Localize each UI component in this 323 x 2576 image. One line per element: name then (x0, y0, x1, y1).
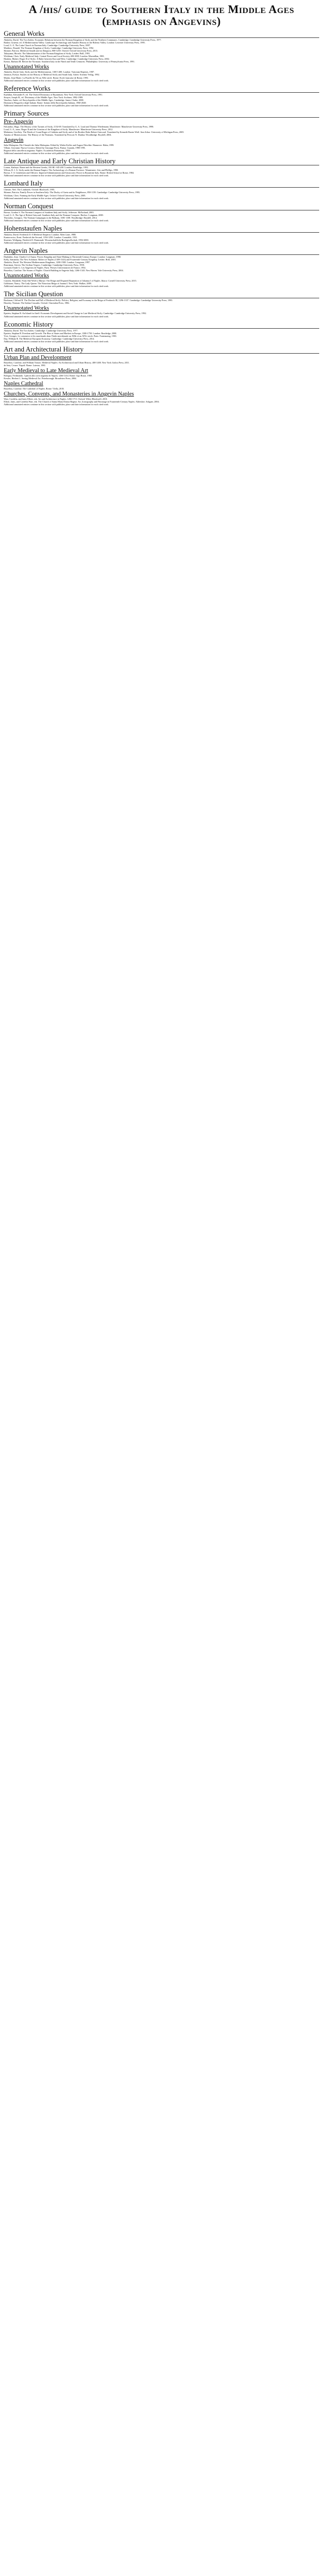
section-title: Hohenstaufen Naples (4, 225, 319, 233)
section-title: Late Antique and Early Christian History (4, 157, 319, 165)
section-annotation: Additional annotated entries continue in this section with publisher, place and date information for each cited work. (4, 315, 109, 318)
bibliography-entry: Housley, Norman. The Italian Crusades. Oxford: Clarendon Press, 1982. (4, 302, 70, 305)
bibliography-entry: Skinner, Patricia. Family Power in Southern Italy: The Duchy of Gaeta and its Neighbours, 850-1139. Cambridge: Cambridge University Press, 1995. (4, 191, 141, 194)
bibliography-entry: Wickham, Chris. Early Medieval Italy: Central Power and Local Society 400-1000. London: Macmillan, 1981. (4, 55, 105, 58)
entry-list (4, 188, 319, 196)
bibliography-entry: Takayama, Hiroshi. The Administration of the Norman Kingdom of Sicily. Leiden: Brill, 1993. (4, 52, 91, 55)
bibliography-entry: Brown, T. S. Gentlemen and Officers: Imperial Administration and Aristocratic Power in Byzantine Italy. Rome: British School at Rome, 1984. (4, 171, 135, 175)
section-title: General Works (4, 30, 319, 38)
section-title: The Sicilian Question (4, 290, 319, 298)
section (4, 247, 319, 287)
bibliography-entry: Bologna, Ferdinando. I pittori alla corte angioina di Napoli, 1266-1414. Rome: Ugo Bozzi, 1969. (4, 374, 92, 377)
entry-list (4, 398, 319, 403)
subsection-title: Angevin (4, 137, 24, 144)
bibliography-entry: Elliott, Janis, and Cordelia Warr, eds. The Church of Santa Maria Donna Regina: Art, Iconography and Patronage in Fourteenth-Century Naples. Aldershot: Ashgate, 2004. (4, 400, 160, 404)
bibliography-entry: Falcandus, Hugo. The History of the Tyrants of Sicily, 1154-69. Translated by G. A. Loud and Thomas Wiedemann. Manchester: Manchester University Press, 1998. (4, 125, 154, 128)
entry-list (4, 211, 319, 219)
bibliography-entry: Villani, Giovanni. Nuova Cronica. Edited by Giuseppe Porta. Parma: Guanda, 1990-1991. (4, 146, 86, 150)
bibliography-entry: Martin, Jean-Marie. La Pouille du VIe au XIIe siecle. Rome: Ecole francaise de Rome, 1993. (4, 76, 89, 79)
section (4, 180, 319, 199)
bibliography-entry: Bruzelius, Caroline. The Cathedral of Naples. Rome: Viella, 2018. (4, 387, 65, 390)
subsection-title: Urban Plan and Development (4, 354, 72, 361)
subsection-title: Unannotated Works (4, 273, 49, 279)
bibliography-entry: Kelly, Samantha. The New Solomon: Robert of Naples (1309-1343) and Fourteenth-Century Kingship. Leiden: Brill, 2003. (4, 258, 116, 261)
bibliography-entry: de Seta, Cesare. Napoli. Rome: Laterza, 1981. (4, 363, 46, 367)
bibliography-entry: Day, William R. The Medieval European Economy. Cambridge: Cambridge University Press, 2014. (4, 337, 95, 340)
section (4, 157, 319, 177)
subsection-title: Churches, Convents, and Monasteries in Angevin Naples (4, 391, 134, 398)
section (4, 290, 319, 317)
section-annotation: Additional annotated entries continue in this section with publisher, place and date information for each cited work. (4, 174, 109, 177)
entry-list (4, 361, 319, 367)
bibliography-entry: Amatus of Montecassino. The History of the Normans. Translated by Prescott N. Dunbar. Woodbridge: Boydell, 2004. (4, 133, 112, 136)
bibliography-entry: Runciman, Steven. The Sicilian Vespers. Cambridge: Cambridge University Press, 1958. (4, 264, 85, 267)
bibliography-entry: Loud, G. A. The Age of Robert Guiscard: Southern Italy and the Norman Conquest. Harlow: Longman, 2000. (4, 213, 104, 216)
subsection-title: Naples Cathedral (4, 381, 43, 387)
section-title: Primary Sources (4, 110, 319, 118)
section (4, 202, 319, 222)
bibliography-entry: Skinner, Patricia. Medieval Amalfi and its Diaspora, 800-1250. Oxford: Oxford University Press, 2013. (4, 49, 98, 53)
bibliography-entry: Abulafia, David. Italy, Sicily and the Mediterranean, 1100-1400. London: Variorum Reprints, 1987. (4, 71, 94, 74)
bibliography-entry: Saba Malaspina. Die Chronik des Saba Malaspina. Edited by Walter Koller and August Nitschke. Hannover: Hahn, 1999. (4, 144, 115, 147)
bibliography-entry: Loud, G. A., trans. Roger II and the Creation of the Kingdom of Sicily. Manchester: Manchester University Press, 2012. (4, 127, 113, 131)
bibliography-entry: Abulafia, David. The Western Mediterranean Kingdoms, 1200-1500. London: Longman, 1997. (4, 261, 91, 264)
bibliography-entry: Epstein, Stephan R. An Island for Itself: Economic Development and Social Change in Late Medieval Sicily. Cambridge: Cambridge University Press, 1992. (4, 312, 147, 315)
entry-list (4, 255, 319, 272)
bibliography-entry: Yver, Georges. Le commerce et les marchands dans l'Italie meridionale au XIIIe et au XIVe siecle. Paris: Fontemoing, 1903. (4, 334, 117, 337)
section-title: Angevin Naples (4, 247, 319, 255)
bibliography-entry: Strayer, Joseph R., ed. Dictionary of the Middle Ages. New York: Scribner, 1982-1989. (4, 95, 84, 99)
bibliography-entry: Bruzelius, Caroline, and William Tronzo. Medieval Naples: An Architectural and Urban History, 400-1400. New York: Italica Press, 2011. (4, 361, 130, 364)
section (4, 30, 319, 82)
bibliography-entry: Loud, G. A. The Latin Church in Norman Italy. Cambridge: Cambridge University Press, 2007. (4, 44, 91, 47)
bibliography-entry: Kreutz, Barbara M. Before the Normans: Southern Italy in the Ninth and Tenth Centuries. Philadelphia: University of Pennsylvania Press, 1991. (4, 60, 135, 63)
subsection-title: Unannotated Works (4, 64, 49, 71)
bibliography-entry: Barker, Graeme, ed. A Mediterranean Valley: Landscape Archaeology and Annales History in the Biferno Valley. London: Leicester University Press, 1995. (4, 41, 145, 44)
section (4, 85, 319, 107)
bibliography-entry: Kessler, Herbert L. Seeing Medieval Art. Peterborough: Broadview Press, 2004. (4, 376, 77, 380)
document-page (0, 0, 323, 406)
section (4, 321, 319, 343)
entry-list (4, 233, 319, 241)
section-annotation: Additional annotated entries continue in this section with publisher, place and date information for each cited work. (4, 340, 109, 343)
section-title: Norman Conquest (4, 202, 319, 210)
section-annotation: Additional annotated entries continue in this section with publisher, place and date information for each cited work. (4, 79, 109, 82)
entry-list (4, 39, 319, 63)
section-title: Reference Works (4, 85, 319, 93)
bibliography-entry: Houben, Hubert. Roger II of Sicily: A Ruler between East and West. Cambridge: Cambridge University Press, 2002. (4, 57, 110, 61)
bibliography-entry: Epstein, Stephan R. Freedom and Growth: The Rise of States and Markets in Europe, 1300-1750. London: Routledge, 2000. (4, 331, 117, 335)
bibliography-entry: Registri della cancelleria angioina. Naples: Accademia Pontaniana, 1950-. (4, 149, 72, 152)
entry-list (4, 144, 319, 152)
bibliography-entry: Leonard, Emile G. Les Angevins de Naples. Paris: Presses Universitaires de France, 1954. (4, 266, 86, 270)
bibliography-entry: Abulafia, David. The Two Italies: Economic Relations between the Norman Kingdom of Sicily and the Northern Communes. Cambridge: Cambridge University Press, 1977. (4, 39, 162, 41)
section (4, 346, 319, 406)
section-annotation: Additional annotated entries continue in this section with publisher, place and date information for each cited work. (4, 152, 109, 155)
sections-container (4, 30, 319, 406)
bibliography-entry: Kazhdan, Alexander P., ed. The Oxford Dictionary of Byzantium. New York: Oxford University Press, 1991. (4, 93, 103, 96)
bibliography-entry: Vauchez, Andre, ed. Encyclopedia of the Middle Ages. Cambridge: James Clarke, 2000. (4, 98, 84, 101)
subsection-title: Early Medieval to Late Medieval Art (4, 367, 88, 374)
section-title: Economic History (4, 321, 319, 329)
subsection-title: Unannotated Works (4, 305, 49, 312)
bibliography-entry: Dunbabin, Jean. Charles I of Anjou: Power, Kingship and State-Making in Thirteenth-Century Europe. London: Longman, 1998. (4, 255, 121, 258)
section-annotation: Additional annotated entries continue in this section with publisher, place and date information for each cited work. (4, 219, 109, 222)
entry-list (4, 71, 319, 79)
section (4, 110, 319, 155)
section-annotation: Additional annotated entries continue in this section with publisher, place and date information for each cited work. (4, 403, 109, 406)
bibliography-entry: Malaterra, Geoffrey. The Deeds of Count Roger of Calabria and Sicily and of his Brother Duke Robert Guiscard. Translated by Kenneth Baxter Wolf. Ann Arbor: University of Michigan Press, 2005. (4, 130, 185, 133)
bibliography-entry: Kantorowicz, Ernst. Frederick the Second, 1194-1250. London: Constable, 1931. (4, 235, 78, 239)
entry-list (4, 93, 319, 104)
section-annotation: Additional annotated entries continue in this section with publisher, place and date information for each cited work. (4, 104, 109, 107)
section-title: Lombard Italy (4, 180, 319, 188)
bibliography-entry: Stuerner, Wolfgang. Friedrich II. Darmstadt: Wissenschaftliche Buchgesellschaft, 1992-2000. (4, 238, 89, 241)
section-annotation: Additional annotated entries continue in this section with publisher, place and date information for each cited work. (4, 196, 109, 200)
bibliography-entry: Bruzelius, Caroline. The Stones of Naples: Church Building in Angevin Italy, 1266-1343. New Haven: Yale University Press, 2004. (4, 269, 124, 272)
section-annotation: Additional annotated entries continue in this section with publisher, place and date information for each cited work. (4, 241, 109, 244)
bibliography-entry: Lomas, Kathryn. Rome and the Western Greeks, 350 BC-AD 200. London: Routledge, 1993. (4, 166, 88, 169)
entry-list (4, 299, 319, 304)
bibliography-entry: Abulafia, David. Frederick II: A Medieval Emperor. London: Allen Lane, 1988. (4, 233, 77, 236)
bibliography-entry: Wickham, Chris. Framing the Early Middle Ages. Oxford: Oxford University Press, 2005. (4, 194, 86, 197)
bibliography-entry: Abulafia, David. The Two Italies. Cambridge: Cambridge University Press, 1977. (4, 329, 78, 332)
bibliography-entry: Theotokis, Georgios. The Norman Campaigns in the Balkans, 1081-1108. Woodbridge: Boydell, 2014. (4, 216, 97, 219)
bibliography-entry: Matthew, Donald. The Norman Kingdom of Sicily. Cambridge: Cambridge University Press, 1992. (4, 47, 94, 50)
document-title: A /his/ guide to Southern Italy in the Middle Ages (emphasis on Angevins) (29, 3, 294, 28)
section (4, 225, 319, 244)
subsection-title: Pre-Angevin (4, 118, 33, 125)
bibliography-entry: Wilson, R. J. A. Sicily under the Roman Empire: The Archaeology of a Roman Province. Warminster: Aris and Phillips, 1990. (4, 169, 119, 172)
bibliography-entry: Backman, Clifford R. The Decline and Fall of Medieval Sicily: Politics, Religion, and Economy in the Reign of Frederick III, 1296-1337. Cambridge: Cambridge University Press, 1995. (4, 299, 173, 302)
entry-list (4, 329, 319, 340)
bibliography-entry: Brown, Gordon S. The Norman Conquest of Southern Italy and Sicily. Jefferson: McFarland, 2003. (4, 210, 94, 214)
entry-list (4, 166, 319, 174)
entry-list (4, 374, 319, 380)
bibliography-entry: Jamison, Evelyn. Studies on the History of Medieval Sicily and South Italy. Aalen: Scientia Verlag, 1992. (4, 73, 100, 76)
bibliography-entry: Goldstone, Nancy. The Lady Queen: The Notorious Reign of Joanna I. New York: Walker, 2009. (4, 282, 92, 285)
bibliography-entry: Warr, Cordelia, and Janis Elliott, eds. Art and Architecture in Naples, 1266-1713. Oxford: Wiley-Blackwell, 2010. (4, 398, 108, 401)
section-title: Art and Architectural History (4, 346, 319, 354)
bibliography-entry: Christie, Neil. The Lombards. Oxford: Blackwell, 1995. (4, 188, 55, 191)
entry-list (4, 125, 319, 136)
bibliography-entry: Dizionario Biografico degli Italiani. Rome: Istituto della Enciclopedia Italiana, 1960-2020. (4, 101, 87, 104)
bibliography-entry: Casteen, Elizabeth. From She-Wolf to Martyr: The Reign and Disputed Reputation of Johanna I of Naples. Ithaca: Cornell University Press, 2015. (4, 279, 137, 283)
entry-list (4, 387, 319, 390)
section-annotation: Additional annotated entries continue in this section with publisher, place and date information for each cited work. (4, 285, 109, 288)
